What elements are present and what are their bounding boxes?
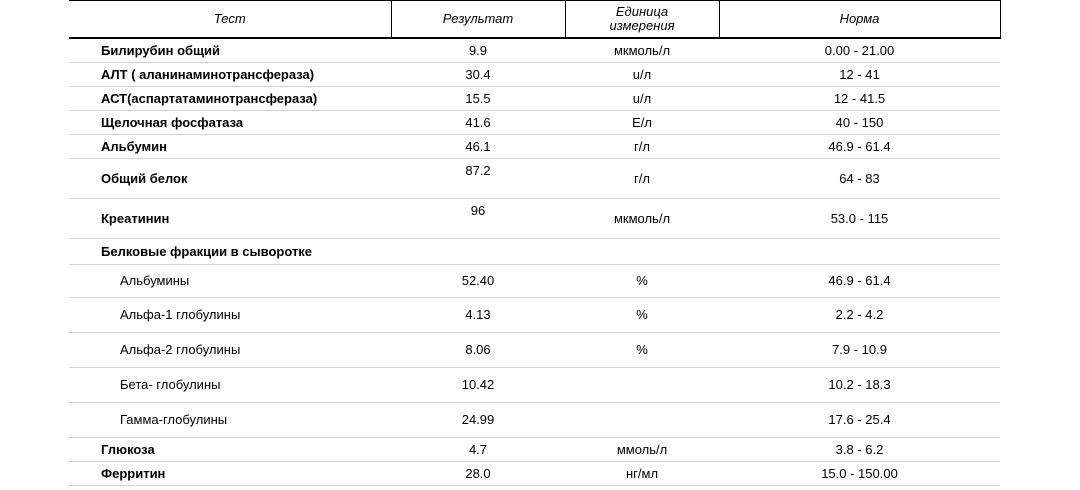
test-name: Щелочная фосфатаза: [69, 110, 391, 134]
test-norm: 7.9 - 10.9: [719, 332, 1000, 367]
test-result: 30.4: [391, 62, 565, 86]
test-name: Ферритин: [69, 461, 391, 485]
test-name: Альбумин: [69, 134, 391, 158]
test-unit: г/л: [565, 134, 719, 158]
header-norm: Норма: [719, 1, 1000, 39]
test-unit: г/л: [565, 158, 719, 198]
header-result: Результат: [391, 1, 565, 39]
test-result: 9.9: [391, 38, 565, 62]
test-result: 41.6: [391, 110, 565, 134]
test-name: Креатинин: [69, 198, 391, 238]
table-row: [69, 62, 1000, 86]
table-row: [69, 332, 1000, 367]
table-row: [69, 402, 1000, 437]
test-unit: ммоль/л: [565, 437, 719, 461]
test-norm: 53.0 - 115: [719, 198, 1000, 238]
table-row-section: [69, 238, 1000, 264]
test-result: 24.99: [391, 402, 565, 437]
test-unit: нг/мл: [565, 461, 719, 485]
test-norm: 10.2 - 18.3: [719, 367, 1000, 402]
header-unit-line1: Единица: [615, 4, 669, 19]
table-row: [69, 110, 1000, 134]
section-title: Белковые фракции в сыворотке: [69, 238, 391, 264]
test-result: 8.06: [391, 332, 565, 367]
table-row: [69, 158, 1000, 198]
test-unit: Е/л: [565, 110, 719, 134]
test-norm: 12 - 41.5: [719, 86, 1000, 110]
test-norm: 17.6 - 25.4: [719, 402, 1000, 437]
test-unit: [565, 367, 719, 402]
test-unit: %: [565, 297, 719, 332]
table-row: [69, 264, 1000, 297]
test-name: Альфа-2 глобулины: [69, 332, 391, 367]
table-row: [69, 297, 1000, 332]
test-name: Билирубин общий: [69, 38, 391, 62]
test-result: 87.2: [391, 158, 565, 198]
test-norm: 40 - 150: [719, 110, 1000, 134]
test-result: 10.42: [391, 367, 565, 402]
test-unit: [565, 402, 719, 437]
table-row: [69, 134, 1000, 158]
test-unit: u/л: [565, 86, 719, 110]
table-row: [69, 437, 1000, 461]
table-header-row: [69, 1, 1000, 39]
test-unit: %: [565, 332, 719, 367]
test-unit: мкмоль/л: [565, 198, 719, 238]
table-row: [69, 367, 1000, 402]
test-name: АСТ(аспартатаминотрансфераза): [69, 86, 391, 110]
test-name: Альфа-1 глобулины: [69, 297, 391, 332]
test-norm: 46.9 - 61.4: [719, 134, 1000, 158]
test-result: 28.0: [391, 461, 565, 485]
header-test: Тест: [69, 1, 391, 39]
test-norm: 46.9 - 61.4: [719, 264, 1000, 297]
test-result: 15.5: [391, 86, 565, 110]
test-result: 4.7: [391, 437, 565, 461]
test-result: 96: [391, 198, 565, 238]
test-norm: 64 - 83: [719, 158, 1000, 198]
test-norm: 3.8 - 6.2: [719, 437, 1000, 461]
table-row: [69, 86, 1000, 110]
test-name: Альбумины: [69, 264, 391, 297]
test-name: Бета- глобулины: [69, 367, 391, 402]
test-name: Общий белок: [69, 158, 391, 198]
test-norm: 2.2 - 4.2: [719, 297, 1000, 332]
test-unit: мкмоль/л: [565, 38, 719, 62]
test-name: Глюкоза: [69, 437, 391, 461]
table-row: [69, 198, 1000, 238]
test-unit: [565, 238, 719, 264]
test-result: 46.1: [391, 134, 565, 158]
test-name: Гамма-глобулины: [69, 402, 391, 437]
test-unit: %: [565, 264, 719, 297]
test-result: 52.40: [391, 264, 565, 297]
test-norm: 0.00 - 21.00: [719, 38, 1000, 62]
header-unit-line2: измерения: [609, 18, 675, 33]
test-unit: u/л: [565, 62, 719, 86]
test-name: АЛТ ( аланинаминотрансфераза): [69, 62, 391, 86]
table-row: [69, 461, 1000, 485]
lab-results-table: [69, 0, 1001, 486]
test-result: 4.13: [391, 297, 565, 332]
header-unit: [565, 1, 719, 39]
test-result: [391, 238, 565, 264]
test-norm: 12 - 41: [719, 62, 1000, 86]
test-norm: [719, 238, 1000, 264]
table-row: [69, 38, 1000, 62]
test-norm: 15.0 - 150.00: [719, 461, 1000, 485]
